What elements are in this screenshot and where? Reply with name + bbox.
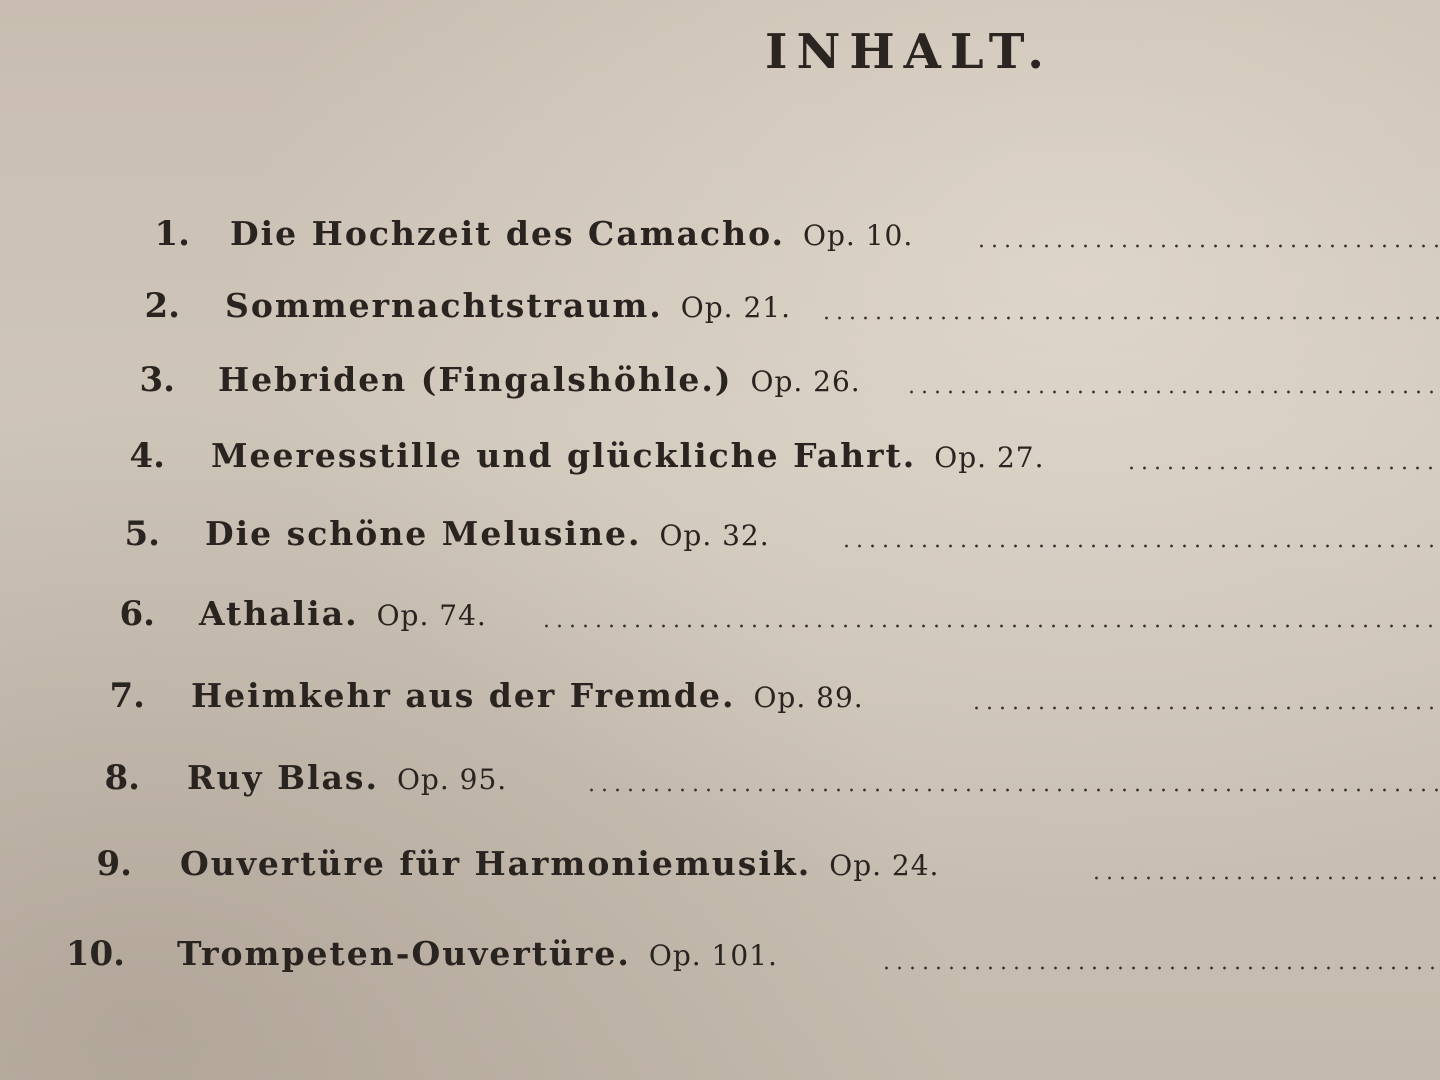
toc-entry-opus: Op. 24.: [829, 849, 940, 882]
toc-entry-opus: Op. 26.: [750, 365, 861, 398]
toc-leader-dots: [880, 966, 1440, 970]
toc-entry-number: 7.: [109, 676, 145, 716]
toc-entry: [70, 758, 507, 798]
toc-entry-number: 1.: [154, 214, 190, 254]
page-title: INHALT.: [765, 24, 1053, 80]
toc-leader-dots: [820, 316, 1440, 320]
toc-entry-opus: Op. 10.: [803, 219, 914, 252]
toc-entry-number: 2.: [144, 286, 180, 326]
toc-entry-title: Sommernachtstraum.: [225, 286, 663, 325]
toc-entry-title: Ruy Blas.: [187, 758, 379, 797]
toc-leader-dots: [975, 244, 1440, 248]
toc-entry: [100, 360, 861, 400]
toc-entry-number: 5.: [124, 514, 160, 554]
toc-entry-opus: Op. 101.: [648, 939, 778, 972]
toc-leader-dots: [970, 706, 1440, 710]
toc-entry-title: Die Hochzeit des Camacho.: [230, 214, 786, 253]
toc-entry: [75, 676, 864, 716]
toc-entry-title: Meeresstille und glückliche Fahrt.: [211, 436, 917, 475]
toc-entry-opus: Op. 74.: [376, 599, 487, 632]
toc-entry-title: Athalia.: [199, 594, 359, 633]
toc-entry-number: 6.: [119, 594, 155, 634]
toc-entry-number: 10.: [65, 934, 125, 974]
toc-entry: [105, 286, 791, 326]
toc-entry-number: 8.: [104, 758, 140, 798]
toc-entry-opus: Op. 89.: [753, 681, 864, 714]
toc-entry-opus: Op. 21.: [680, 291, 791, 324]
toc-leader-dots: [540, 624, 1440, 628]
toc-leader-dots: [585, 788, 1440, 792]
toc-entry-opus: Op. 27.: [934, 441, 1045, 474]
toc-entry-title: Heimkehr aus der Fremde.: [191, 676, 736, 715]
toc-entry-number: 4.: [129, 436, 165, 476]
toc-entry: [85, 594, 487, 634]
toc-entry: [90, 514, 770, 554]
toc-entry-title: Ouvertüre für Harmoniemusik.: [180, 844, 812, 883]
toc-entry: [60, 844, 939, 884]
toc-entry-title: Trompeten-Ouvertüre.: [177, 934, 631, 973]
toc-leader-dots: [1090, 876, 1440, 880]
toc-entry: [95, 436, 1044, 476]
toc-entry-title: Die schöne Melusine.: [205, 514, 642, 553]
toc-leader-dots: [905, 390, 1440, 394]
toc-entry: [110, 214, 913, 254]
toc-entry: [55, 934, 778, 974]
toc-leader-dots: [840, 544, 1440, 548]
toc-entry-opus: Op. 32.: [659, 519, 770, 552]
toc-entry-title: Hebriden (Fingalshöhle.): [218, 360, 733, 399]
toc-entry-number: 9.: [96, 844, 132, 884]
toc-leader-dots: [1125, 466, 1440, 470]
toc-entry-opus: Op. 95.: [396, 763, 508, 796]
toc-entry-number: 3.: [139, 360, 175, 400]
